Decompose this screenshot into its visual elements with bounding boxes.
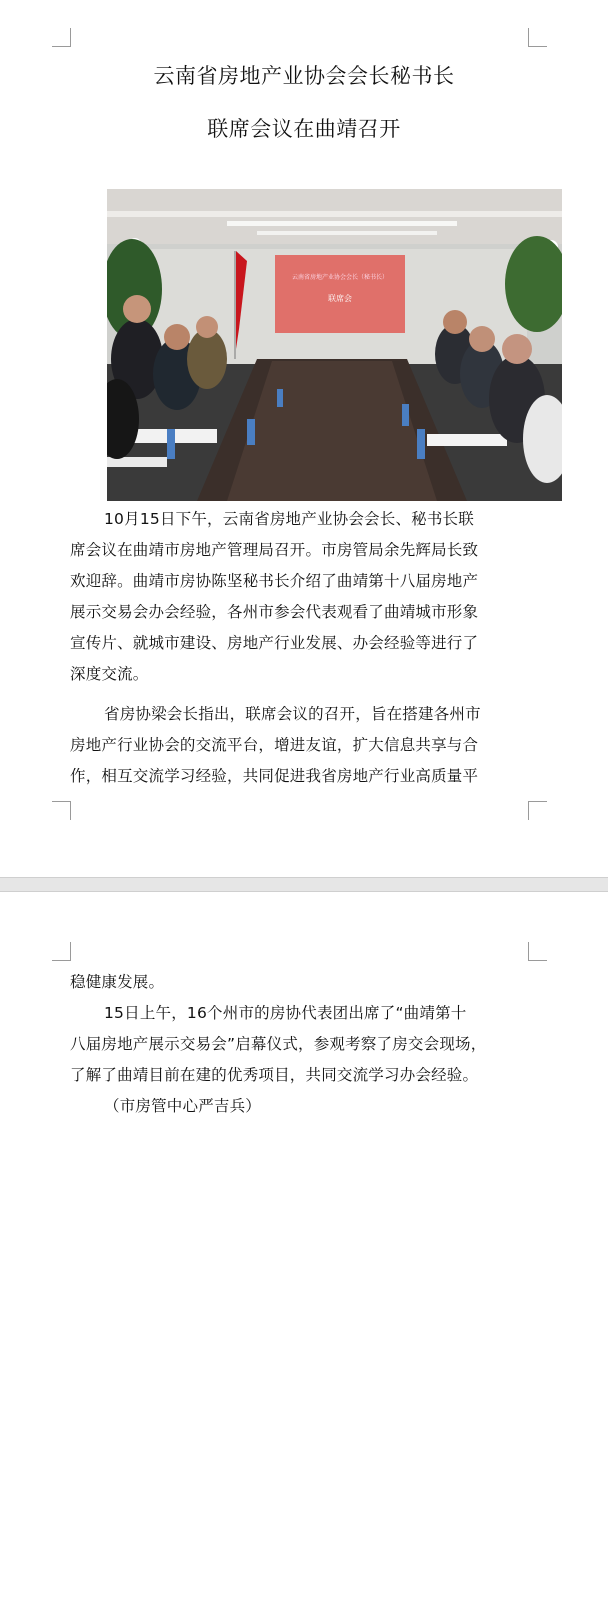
crop-mark-top-right xyxy=(528,942,547,961)
crop-mark-top-right xyxy=(528,28,547,47)
paragraph-2-line: 房地产行业协会的交流平台，增进友谊，扩大信息共享与合 xyxy=(70,736,479,754)
meeting-photo xyxy=(107,189,562,501)
document-page-2 xyxy=(0,892,608,1599)
paragraph-2-line: 稳健康发展。 xyxy=(70,973,165,991)
crop-mark-bottom-left xyxy=(52,801,71,820)
crop-mark-top-left xyxy=(52,28,71,47)
page-separator xyxy=(0,877,608,892)
paragraph-1-line: 10月15日下午，云南省房地产业协会会长、秘书长联 xyxy=(104,510,474,528)
paragraph-3-line: 八届房地产展示交易会”启幕仪式，参观考察了房交会现场， xyxy=(70,1035,487,1053)
document-title-line-2: 联席会议在曲靖召开 xyxy=(207,117,401,141)
paragraph-1-line: 宣传片、就城市建设、房地产行业发展、办会经验等进行了 xyxy=(70,634,479,652)
paragraph-3-line: 15日上午，16个州市的房协代表团出席了“曲靖第十 xyxy=(104,1004,467,1022)
byline: （市房管中心严吉兵） xyxy=(104,1097,262,1115)
paragraph-2-line: 作，相互交流学习经验，共同促进我省房地产行业高质量平 xyxy=(70,767,479,785)
crop-mark-top-left xyxy=(52,942,71,961)
paragraph-1-line: 席会议在曲靖市房地产管理局召开。市房管局余先辉局长致 xyxy=(70,541,479,559)
paragraph-3-line: 了解了曲靖目前在建的优秀项目，共同交流学习办会经验。 xyxy=(70,1066,479,1084)
paragraph-2-line: 省房协梁会长指出，联席会议的召开，旨在搭建各州市 xyxy=(104,705,481,723)
paragraph-1-line: 欢迎辞。曲靖市房协陈坚秘书长介绍了曲靖第十八届房地产 xyxy=(70,572,479,590)
paragraph-1-line: 展示交易会办会经验，各州市参会代表观看了曲靖城市形象 xyxy=(70,603,479,621)
screen-title: 云南省房地产业协会会长（秘书长） xyxy=(291,274,389,281)
screen-subtitle: 联席会 xyxy=(328,294,352,303)
paragraph-1-line: 深度交流。 xyxy=(70,665,149,683)
crop-mark-bottom-right xyxy=(528,801,547,820)
document-title-line-1: 云南省房地产业协会会长秘书长 xyxy=(153,64,455,88)
